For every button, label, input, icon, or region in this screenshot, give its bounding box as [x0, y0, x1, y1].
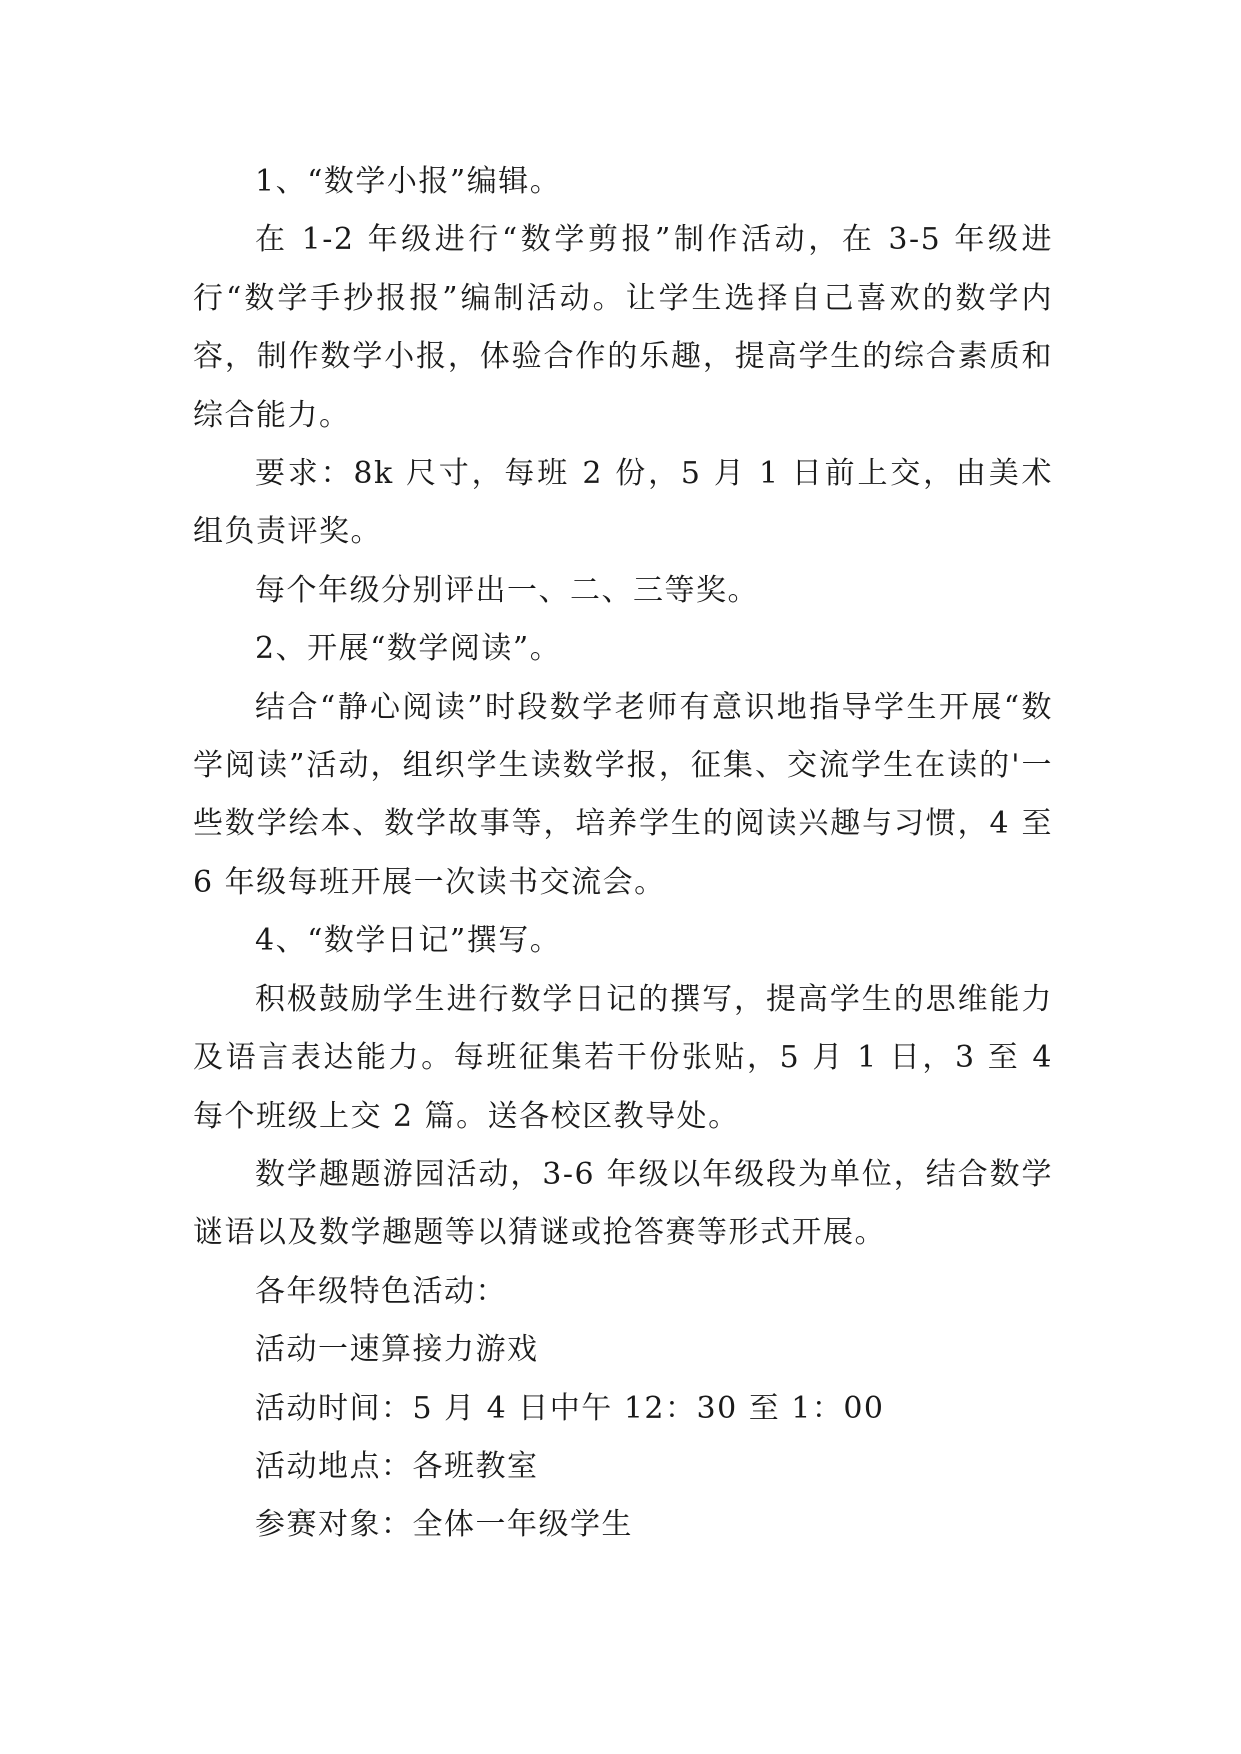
paragraph-activity-location: 活动地点：各班教室: [255, 1448, 539, 1484]
heading-math-reading: 2、开展“数学阅读”。: [255, 631, 562, 667]
paragraph-puzzle-garden: 数学趣题游园活动，3-6 年级以年级段为单位，结合数学谜语以及数学趣题等以猜谜或抢答赛等形式开展。: [193, 1156, 1053, 1251]
paragraph-activity-one: 活动一速算接力游戏: [255, 1332, 539, 1368]
paragraph-awards: 每个年级分别评出一、二、三等奖。: [255, 572, 759, 608]
heading-math-newspaper: 1、“数学小报”编辑。: [255, 164, 562, 199]
paragraph-newspaper-activity: 在 1-2 年级进行“数学剪报”制作活动，在 3-5 年级进行“数学手抄报报”编制活动。让学生选择自己喜欢的数学内容，制作数学小报，体验合作的乐趣，提高学生的综合素质和综合能力。: [193, 222, 1053, 433]
paragraph-activity-time: 活动时间：5 月 4 日中午 12：30 至 1：00: [255, 1390, 885, 1426]
paragraph-grade-activities: 各年级特色活动：: [255, 1273, 507, 1309]
paragraph-requirements: 要求：8k 尺寸，每班 2 份，5 月 1 日前上交，由美术组负责评奖。: [193, 456, 1053, 550]
paragraph-reading-activity: 结合“静心阅读”时段数学老师有意识地指导学生开展“数学阅读”活动，组织学生读数学报，征集、交流学生在读的'一些数学绘本、数学故事等，培养学生的阅读兴趣与习惯，4 至 6 年级每班开展一次读书交流会。: [193, 689, 1053, 900]
heading-math-diary: 4、“数学日记”撰写。: [255, 923, 562, 959]
paragraph-diary-activity: 积极鼓励学生进行数学日记的撰写，提高学生的思维能力及语言表达能力。每班征集若干份张贴，5 月 1 日，3 至 4 每个班级上交 2 篇。送各校区教导处。: [193, 981, 1053, 1134]
paragraph-participants: 参赛对象：全体一年级学生: [255, 1507, 633, 1543]
document-body: [193, 153, 1053, 1555]
